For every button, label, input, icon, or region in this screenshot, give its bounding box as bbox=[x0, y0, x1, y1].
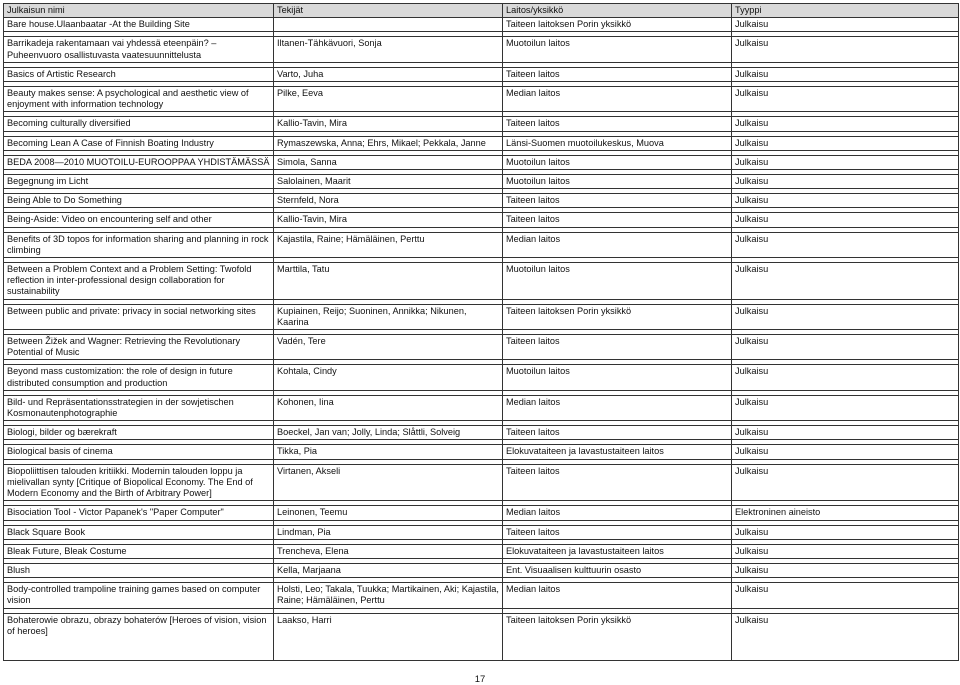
cell-authors: Simola, Sanna bbox=[274, 155, 503, 169]
cell-department: Median laitos bbox=[503, 506, 732, 520]
cell-department: Taiteen laitoksen Porin yksikkö bbox=[503, 304, 732, 329]
cell-department: Muotoilun laitos bbox=[503, 155, 732, 169]
cell-authors: Laakso, Harri bbox=[274, 613, 503, 660]
cell-department: Taiteen laitos bbox=[503, 426, 732, 440]
cell-type: Julkaisu bbox=[732, 563, 959, 577]
cell-title: Body-controlled trampoline training games based on computer vision bbox=[4, 583, 274, 608]
cell-department: Taiteen laitos bbox=[503, 464, 732, 501]
cell-department: Länsi-Suomen muotoilukeskus, Muova bbox=[503, 136, 732, 150]
cell-title: Becoming culturally diversified bbox=[4, 117, 274, 131]
cell-authors: Trencheva, Elena bbox=[274, 544, 503, 558]
cell-type: Julkaisu bbox=[732, 263, 959, 300]
cell-type: Julkaisu bbox=[732, 335, 959, 360]
cell-authors: Varto, Juha bbox=[274, 67, 503, 81]
cell-type: Julkaisu bbox=[732, 136, 959, 150]
cell-authors: Kella, Marjaana bbox=[274, 563, 503, 577]
cell-authors: Kallio-Tavin, Mira bbox=[274, 213, 503, 227]
cell-department: Taiteen laitos bbox=[503, 525, 732, 539]
cell-title: Between a Problem Context and a Problem Setting: Twofold reflection in inter-professional design collaboration for sustainability bbox=[4, 263, 274, 300]
cell-authors: Kallio-Tavin, Mira bbox=[274, 117, 503, 131]
cell-title: Blush bbox=[4, 563, 274, 577]
cell-department: Muotoilun laitos bbox=[503, 37, 732, 62]
cell-type: Elektroninen aineisto bbox=[732, 506, 959, 520]
table-row bbox=[4, 175, 959, 189]
cell-type: Julkaisu bbox=[732, 155, 959, 169]
cell-department: Median laitos bbox=[503, 232, 732, 257]
cell-department: Taiteen laitos bbox=[503, 335, 732, 360]
cell-authors bbox=[274, 18, 503, 32]
cell-authors: Kohtala, Cindy bbox=[274, 365, 503, 390]
publications-table bbox=[3, 3, 959, 661]
cell-type: Julkaisu bbox=[732, 426, 959, 440]
table-row bbox=[4, 544, 959, 558]
cell-title: Biological basis of cinema bbox=[4, 445, 274, 459]
cell-type: Julkaisu bbox=[732, 194, 959, 208]
cell-type: Julkaisu bbox=[732, 365, 959, 390]
table-row bbox=[4, 117, 959, 131]
cell-title: Beyond mass customization: the role of design in future distributed consumption and production bbox=[4, 365, 274, 390]
cell-department: Muotoilun laitos bbox=[503, 365, 732, 390]
cell-authors: Lindman, Pia bbox=[274, 525, 503, 539]
cell-type: Julkaisu bbox=[732, 395, 959, 420]
cell-type: Julkaisu bbox=[732, 464, 959, 501]
cell-department: Muotoilun laitos bbox=[503, 175, 732, 189]
cell-title: Bild- und Repräsentationsstrategien in der sowjetischen Kosmonautenphotographie bbox=[4, 395, 274, 420]
cell-type: Julkaisu bbox=[732, 613, 959, 660]
cell-title: Biopoliittisen talouden kritiikki. Modernin talouden loppu ja mielivallan synty [Critique of Biopolical Economy. The End of Modern Economy and the Birth of Arbitrary Power] bbox=[4, 464, 274, 501]
cell-type: Julkaisu bbox=[732, 525, 959, 539]
cell-title: BEDA 2008—2010 MUOTOILU-EUROOPPAA YHDISTÄMÄSSÄ bbox=[4, 155, 274, 169]
table-row bbox=[4, 464, 959, 501]
table-body bbox=[4, 18, 959, 660]
cell-title: Bohaterowie obrazu, obrazy bohaterów [Heroes of vision, vision of heroes] bbox=[4, 613, 274, 660]
cell-authors: Kupiainen, Reijo; Suoninen, Annikka; Nikunen, Kaarina bbox=[274, 304, 503, 329]
cell-title: Becoming Lean A Case of Finnish Boating Industry bbox=[4, 136, 274, 150]
cell-authors: Vadén, Tere bbox=[274, 335, 503, 360]
header-title: Julkaisun nimi bbox=[4, 4, 274, 18]
cell-authors: Holsti, Leo; Takala, Tuukka; Martikainen, Aki; Kajastila, Raine; Hämäläinen, Perttu bbox=[274, 583, 503, 608]
table-row bbox=[4, 563, 959, 577]
header-authors: Tekijät bbox=[274, 4, 503, 18]
table-row bbox=[4, 213, 959, 227]
table-row bbox=[4, 232, 959, 257]
cell-type: Julkaisu bbox=[732, 117, 959, 131]
cell-authors: Sternfeld, Nora bbox=[274, 194, 503, 208]
cell-title: Biologi, bilder og bærekraft bbox=[4, 426, 274, 440]
cell-title: Black Square Book bbox=[4, 525, 274, 539]
cell-title: Between Žižek and Wagner: Retrieving the Revolutionary Potential of Music bbox=[4, 335, 274, 360]
cell-department: Ent. Visuaalisen kulttuurin osasto bbox=[503, 563, 732, 577]
cell-authors: Marttila, Tatu bbox=[274, 263, 503, 300]
cell-authors: Boeckel, Jan van; Jolly, Linda; Slåttli, Solveig bbox=[274, 426, 503, 440]
cell-type: Julkaisu bbox=[732, 304, 959, 329]
table-row bbox=[4, 155, 959, 169]
table-row bbox=[4, 613, 959, 660]
cell-title: Bleak Future, Bleak Costume bbox=[4, 544, 274, 558]
table-row bbox=[4, 445, 959, 459]
cell-department: Taiteen laitoksen Porin yksikkö bbox=[503, 613, 732, 660]
header-type: Tyyppi bbox=[732, 4, 959, 18]
cell-title: Being Able to Do Something bbox=[4, 194, 274, 208]
header-row bbox=[4, 4, 959, 18]
cell-title: Bisociation Tool - Victor Papanek's "Paper Computer" bbox=[4, 506, 274, 520]
table-row bbox=[4, 37, 959, 62]
cell-authors: Tikka, Pia bbox=[274, 445, 503, 459]
table-row bbox=[4, 365, 959, 390]
cell-title: Begegnung im Licht bbox=[4, 175, 274, 189]
table-row bbox=[4, 263, 959, 300]
page-number: 17 bbox=[474, 674, 486, 685]
cell-title: Being-Aside: Video on encountering self and other bbox=[4, 213, 274, 227]
cell-authors: Kohonen, Iina bbox=[274, 395, 503, 420]
table-row bbox=[4, 304, 959, 329]
table-row bbox=[4, 583, 959, 608]
cell-title: Barrikadeja rakentamaan vai yhdessä eteenpäin? – Puheenvuoro osallistuvasta vaatesuunnittelusta bbox=[4, 37, 274, 62]
cell-authors: Leinonen, Teemu bbox=[274, 506, 503, 520]
cell-department: Taiteen laitos bbox=[503, 213, 732, 227]
cell-department: Elokuvataiteen ja lavastustaiteen laitos bbox=[503, 445, 732, 459]
header-department: Laitos/yksikkö bbox=[503, 4, 732, 18]
cell-department: Median laitos bbox=[503, 583, 732, 608]
cell-title: Basics of Artistic Research bbox=[4, 67, 274, 81]
cell-department: Median laitos bbox=[503, 87, 732, 112]
cell-department: Median laitos bbox=[503, 395, 732, 420]
cell-type: Julkaisu bbox=[732, 583, 959, 608]
cell-type: Julkaisu bbox=[732, 37, 959, 62]
table-row bbox=[4, 18, 959, 32]
table-row bbox=[4, 525, 959, 539]
cell-department: Taiteen laitos bbox=[503, 194, 732, 208]
cell-type: Julkaisu bbox=[732, 445, 959, 459]
table-row bbox=[4, 136, 959, 150]
cell-title: Bare house.Ulaanbaatar -At the Building Site bbox=[4, 18, 274, 32]
table-row bbox=[4, 67, 959, 81]
cell-type: Julkaisu bbox=[732, 544, 959, 558]
cell-department: Muotoilun laitos bbox=[503, 263, 732, 300]
cell-department: Taiteen laitoksen Porin yksikkö bbox=[503, 18, 732, 32]
table-row bbox=[4, 335, 959, 360]
table-row bbox=[4, 506, 959, 520]
cell-type: Julkaisu bbox=[732, 175, 959, 189]
cell-authors: Virtanen, Akseli bbox=[274, 464, 503, 501]
cell-type: Julkaisu bbox=[732, 87, 959, 112]
cell-authors: Salolainen, Maarit bbox=[274, 175, 503, 189]
table-row bbox=[4, 426, 959, 440]
cell-type: Julkaisu bbox=[732, 67, 959, 81]
cell-title: Beauty makes sense: A psychological and aesthetic view of enjoyment with information technology bbox=[4, 87, 274, 112]
table-row bbox=[4, 87, 959, 112]
cell-authors: Rymaszewska, Anna; Ehrs, Mikael; Pekkala, Janne bbox=[274, 136, 503, 150]
cell-title: Between public and private: privacy in social networking sites bbox=[4, 304, 274, 329]
cell-department: Taiteen laitos bbox=[503, 67, 732, 81]
cell-authors: Pilke, Eeva bbox=[274, 87, 503, 112]
cell-type: Julkaisu bbox=[732, 18, 959, 32]
cell-department: Elokuvataiteen ja lavastustaiteen laitos bbox=[503, 544, 732, 558]
cell-authors: Iltanen-Tähkävuori, Sonja bbox=[274, 37, 503, 62]
table-row bbox=[4, 194, 959, 208]
cell-department: Taiteen laitos bbox=[503, 117, 732, 131]
cell-type: Julkaisu bbox=[732, 232, 959, 257]
table-row bbox=[4, 395, 959, 420]
cell-type: Julkaisu bbox=[732, 213, 959, 227]
cell-title: Benefits of 3D topos for information sharing and planning in rock climbing bbox=[4, 232, 274, 257]
cell-authors: Kajastila, Raine; Hämäläinen, Perttu bbox=[274, 232, 503, 257]
